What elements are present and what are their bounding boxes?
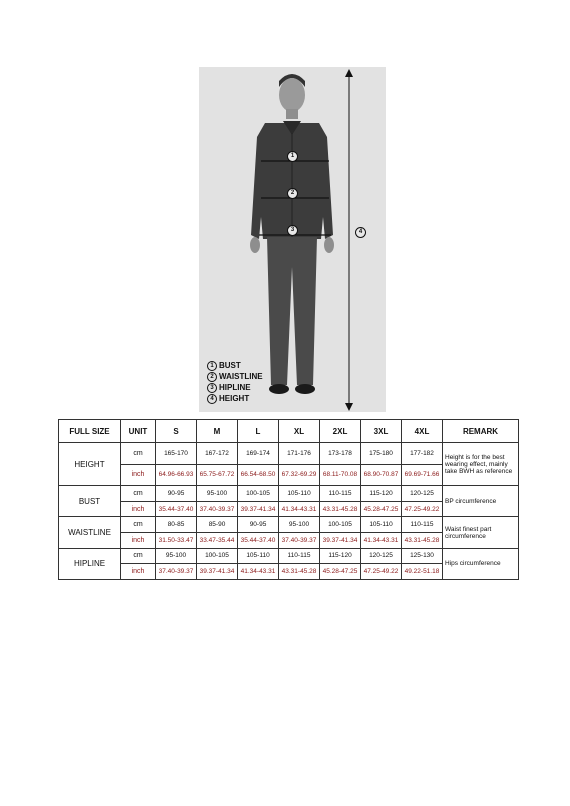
- table-row: [59, 517, 519, 533]
- cell-waistline-cm: 105-110: [361, 517, 402, 533]
- cell-bust-cm: 110-115: [320, 486, 361, 502]
- cell-hipline-cm: 95-100: [156, 548, 197, 564]
- model-photo: [199, 67, 386, 412]
- cell-bust-cm: 105-110: [279, 486, 320, 502]
- cell-waistline-inch: 43.31-45.28: [402, 533, 443, 549]
- header-size-xl: XL: [279, 420, 320, 443]
- cell-waistline-inch: 35.44-37.40: [238, 533, 279, 549]
- header-size-s: S: [156, 420, 197, 443]
- cell-hipline-inch: 37.40-39.37: [156, 564, 197, 580]
- cell-height-cm: 165-170: [156, 443, 197, 465]
- cell-waistline-cm: 80-85: [156, 517, 197, 533]
- unit-inch: inch: [121, 533, 156, 549]
- cell-hipline-inch: 41.34-43.31: [238, 564, 279, 580]
- remark-height: Height is for the best wearing effect, mainly take BWH as reference: [443, 443, 519, 486]
- cell-height-cm: 167-172: [197, 443, 238, 465]
- marker-4: 4: [355, 227, 366, 238]
- unit-inch: inch: [121, 564, 156, 580]
- header-size-4xl: 4XL: [402, 420, 443, 443]
- measure-bust: BUST: [59, 486, 121, 517]
- cell-height-inch: 64.96-66.93: [156, 464, 197, 486]
- cell-height-inch: 66.54-68.50: [238, 464, 279, 486]
- marker-2: 2: [287, 188, 298, 199]
- cell-hipline-cm: 100-105: [197, 548, 238, 564]
- cell-hipline-cm: 125-130: [402, 548, 443, 564]
- unit-cm: cm: [121, 548, 156, 564]
- legend-item-hipline: 3 HIPLINE: [207, 382, 263, 393]
- header-size-2xl: 2XL: [320, 420, 361, 443]
- cell-bust-inch: 39.37-41.34: [238, 501, 279, 517]
- cell-height-inch: 68.90-70.87: [361, 464, 402, 486]
- table-row: [59, 443, 519, 465]
- cell-height-cm: 173-178: [320, 443, 361, 465]
- cell-hipline-cm: 120-125: [361, 548, 402, 564]
- cell-waistline-cm: 100-105: [320, 517, 361, 533]
- cell-hipline-inch: 39.37-41.34: [197, 564, 238, 580]
- legend-item-height: 4 HEIGHT: [207, 393, 263, 404]
- cell-waistline-inch: 37.40-39.37: [279, 533, 320, 549]
- unit-cm: cm: [121, 517, 156, 533]
- unit-cm: cm: [121, 443, 156, 465]
- cell-height-inch: 69.69-71.66: [402, 464, 443, 486]
- header-size-3xl: 3XL: [361, 420, 402, 443]
- cell-bust-cm: 115-120: [361, 486, 402, 502]
- unit-cm: cm: [121, 486, 156, 502]
- cell-waistline-cm: 90-95: [238, 517, 279, 533]
- table-header-row: [59, 420, 519, 443]
- cell-bust-inch: 41.34-43.31: [279, 501, 320, 517]
- measurement-legend: [207, 360, 263, 404]
- cell-hipline-cm: 105-110: [238, 548, 279, 564]
- remark-waistline: Waist finest part circumference: [443, 517, 519, 548]
- cell-bust-inch: 37.40-39.37: [197, 501, 238, 517]
- header-remark: REMARK: [443, 420, 519, 443]
- cell-waistline-inch: 31.50-33.47: [156, 533, 197, 549]
- cell-height-inch: 65.75-67.72: [197, 464, 238, 486]
- cell-height-cm: 171-176: [279, 443, 320, 465]
- measure-height: HEIGHT: [59, 443, 121, 486]
- header-full-size: FULL SIZE: [59, 420, 121, 443]
- unit-inch: inch: [121, 464, 156, 486]
- cell-waistline-cm: 95-100: [279, 517, 320, 533]
- legend-item-bust: 1 BUST: [207, 360, 263, 371]
- header-unit: UNIT: [121, 420, 156, 443]
- header-size-m: M: [197, 420, 238, 443]
- cell-hipline-cm: 110-115: [279, 548, 320, 564]
- cell-bust-inch: 45.28-47.25: [361, 501, 402, 517]
- cell-bust-cm: 95-100: [197, 486, 238, 502]
- cell-bust-inch: 43.31-45.28: [320, 501, 361, 517]
- cell-bust-inch: 47.25-49.22: [402, 501, 443, 517]
- cell-waistline-inch: 33.47-35.44: [197, 533, 238, 549]
- cell-bust-cm: 100-105: [238, 486, 279, 502]
- cell-height-cm: 169-174: [238, 443, 279, 465]
- marker-3: 3: [287, 225, 298, 236]
- cell-hipline-cm: 115-120: [320, 548, 361, 564]
- cell-bust-cm: 90-95: [156, 486, 197, 502]
- cell-hipline-inch: 49.22-51.18: [402, 564, 443, 580]
- remark-bust: BP circumference: [443, 486, 519, 517]
- cell-hipline-inch: 45.28-47.25: [320, 564, 361, 580]
- marker-1: 1: [287, 151, 298, 162]
- cell-waistline-inch: 39.37-41.34: [320, 533, 361, 549]
- cell-height-inch: 67.32-69.29: [279, 464, 320, 486]
- size-chart-table: [58, 419, 519, 580]
- measure-hipline: HIPLINE: [59, 548, 121, 579]
- legend-item-waistline: 2 WAISTLINE: [207, 371, 263, 382]
- header-size-l: L: [238, 420, 279, 443]
- unit-inch: inch: [121, 501, 156, 517]
- cell-bust-cm: 120-125: [402, 486, 443, 502]
- cell-hipline-inch: 47.25-49.22: [361, 564, 402, 580]
- cell-waistline-cm: 85-90: [197, 517, 238, 533]
- cell-bust-inch: 35.44-37.40: [156, 501, 197, 517]
- cell-waistline-inch: 41.34-43.31: [361, 533, 402, 549]
- cell-height-cm: 177-182: [402, 443, 443, 465]
- cell-waistline-cm: 110-115: [402, 517, 443, 533]
- cell-height-cm: 175-180: [361, 443, 402, 465]
- table-row: [59, 486, 519, 502]
- cell-height-inch: 68.11-70.08: [320, 464, 361, 486]
- table-row: [59, 548, 519, 564]
- remark-hipline: Hips circumference: [443, 548, 519, 579]
- cell-hipline-inch: 43.31-45.28: [279, 564, 320, 580]
- measure-waistline: WAISTLINE: [59, 517, 121, 548]
